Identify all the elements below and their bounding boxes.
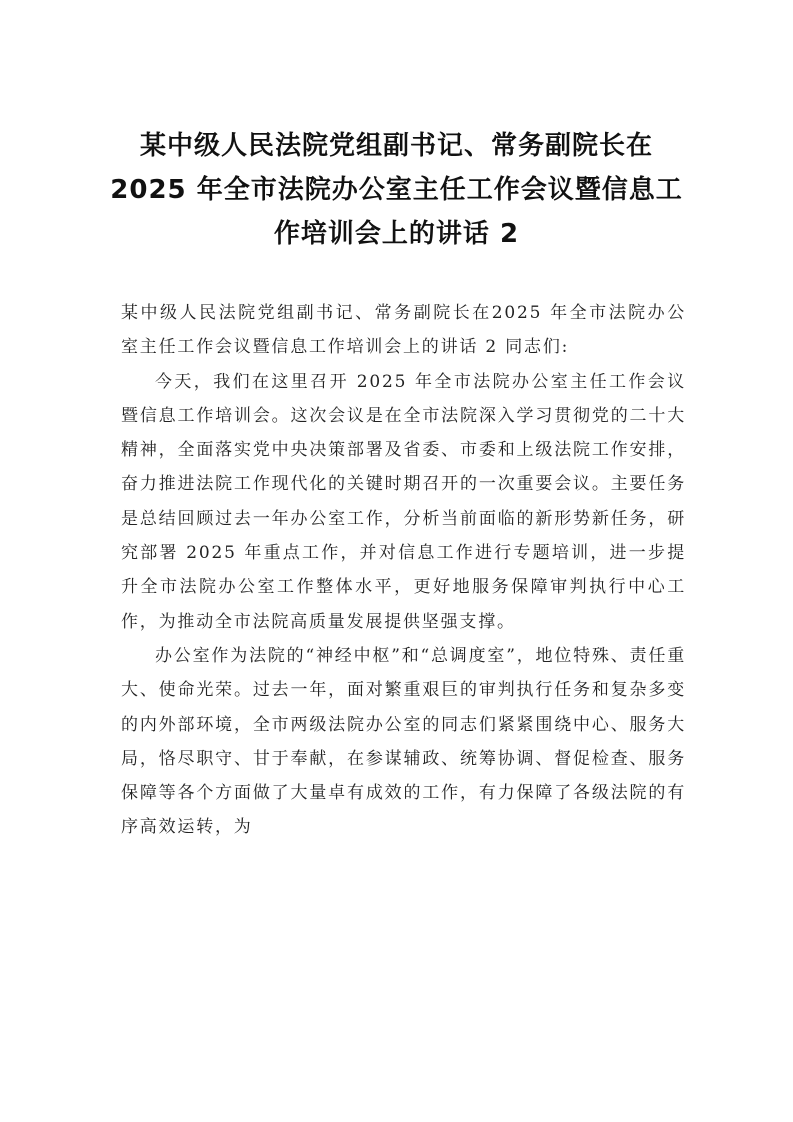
document-body <box>121 296 686 845</box>
document-title: 某中级人民法院党组副书记、常务副院长在2025 年全市法院办公室主任工作会议暨信息工作培训会上的讲话 2 <box>110 131 683 249</box>
paragraph-opening: 今天，我们在这里召开 2025 年全市法院办公室主任工作会议暨信息工作培训会。这次会议是在全市法院深入学习贯彻党的二十大精神，全面落实党中央决策部署及省委、市委和上级法院工作安排，奋力推进法院工作现代化的关键时期召开的一次重要会议。主要任务是总结回顾过去一年办公室工作，分析当前面临的新形势新任务，研究部署 2025 年重点工作，并对信息工作进行专题培训，进一步提升全市法院办公室工作整体水平，更好地服务保障审判执行中心工作，为推动全市法院高质量发展提供坚强支撑。 <box>121 371 686 632</box>
paragraph-office-role: 办公室作为法院的“神经中枢”和“总调度室”，地位特殊、责任重大、使命光荣。过去一年，面对繁重艰巨的审判执行任务和复杂多变的内外部环境，全市两级法院办公室的同志们紧紧围绕中心、服务大局，恪尽职守、甘于奉献，在参谋辅政、统筹协调、督促检查、服务保障等各个方面做了大量卓有成效的工作，有力保障了各级法院的有序高效运转，为 <box>121 645 686 838</box>
paragraph-intro: 某中级人民法院党组副书记、常务副院长在2025 年全市法院办公室主任工作会议暨信息工作培训会上的讲话 2 同志们: <box>121 303 686 358</box>
